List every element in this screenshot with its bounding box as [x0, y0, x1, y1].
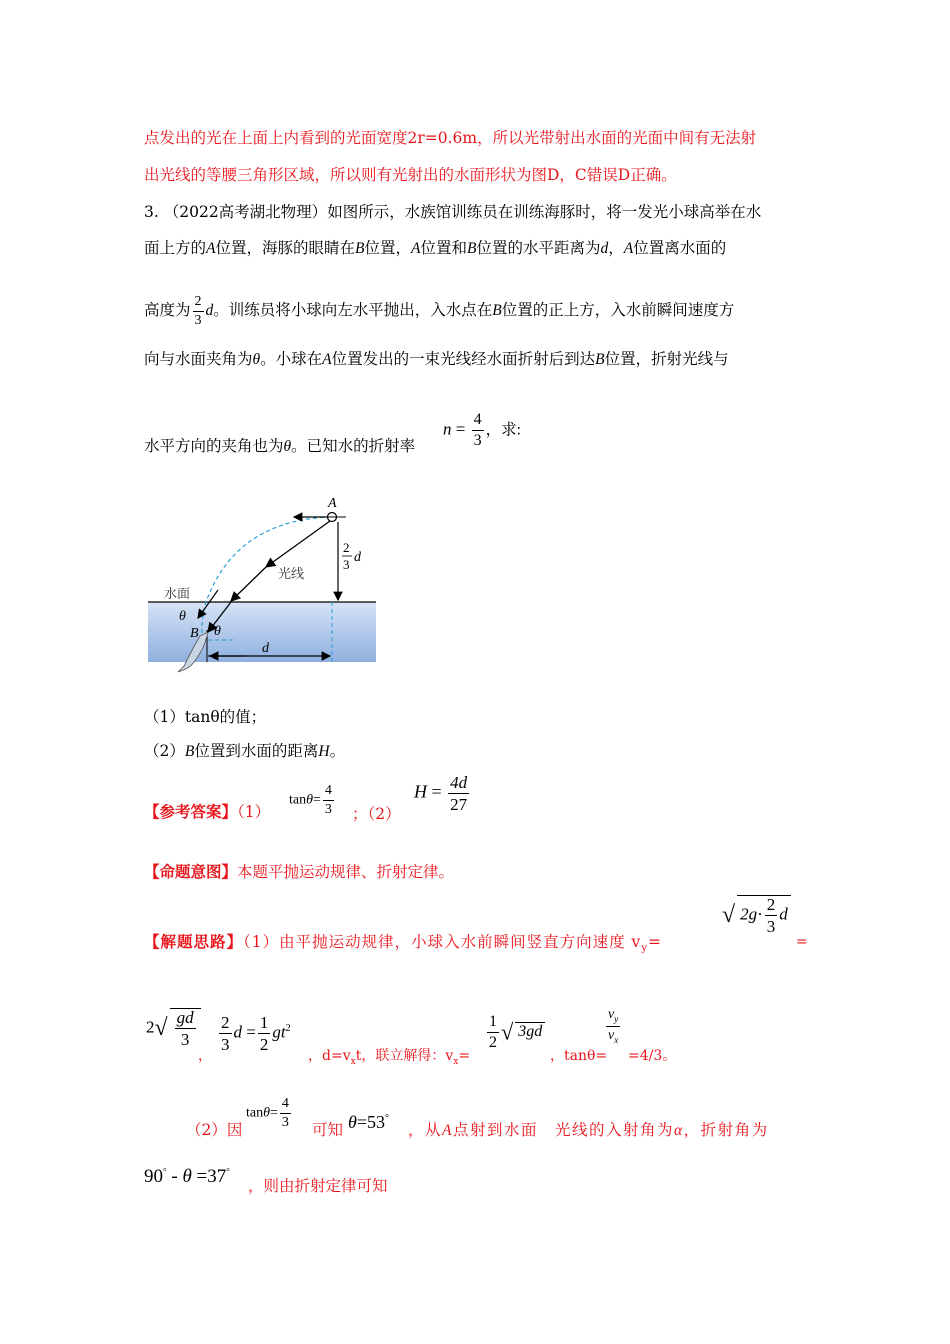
var-theta: θ [263, 1105, 270, 1121]
refractive-index-formula [443, 412, 521, 449]
var-B: B [355, 240, 365, 257]
denominator: 3 [281, 1115, 289, 1130]
theta-53 [348, 1112, 389, 1133]
var-n: n [443, 419, 452, 439]
fraction [323, 784, 334, 817]
degree: ° [385, 1113, 389, 1124]
text: d [779, 904, 788, 924]
numerator: 4 [472, 412, 484, 431]
var-B: B [184, 743, 195, 760]
text: 水平方向的夹角也为 [144, 437, 284, 455]
text: t，联立解得：v [355, 1048, 454, 1064]
part2-tan [246, 1097, 293, 1130]
fraction [280, 1097, 291, 1130]
fraction [219, 1014, 232, 1053]
label-two: 2 [343, 540, 350, 555]
subscript: x [350, 1056, 356, 1067]
radical-icon: √ [501, 1019, 514, 1045]
text: ，求: [485, 421, 521, 439]
radicand [737, 895, 791, 935]
comma: ， [198, 1048, 212, 1064]
subscript: x [614, 1034, 619, 1045]
text: 位置，海豚的眼睛在 [215, 239, 355, 257]
light-ray-incident-2 [231, 567, 266, 601]
label-light: 光线 [278, 567, 305, 582]
sub-question-2 [144, 741, 345, 762]
equals: = [270, 1105, 278, 1121]
text: 位置离水面的 [633, 239, 727, 257]
var-B: B [492, 302, 502, 319]
var-B: B [595, 351, 605, 368]
var-B: B [466, 240, 477, 257]
denominator: 3 [324, 802, 332, 817]
solution-line-1 [144, 932, 662, 959]
text: tan [289, 792, 307, 808]
text: （2） [144, 742, 185, 760]
var-theta: θ [283, 438, 292, 455]
tan-fraction [604, 1008, 622, 1045]
text: 向与水面夹角为 [144, 350, 253, 368]
denominator: 3 [766, 917, 776, 936]
radicand [170, 1008, 201, 1048]
answer-H [414, 774, 471, 813]
equals: = [246, 1022, 256, 1042]
subscript: x [453, 1056, 459, 1067]
label-water: 水面 [164, 587, 191, 602]
var-A: A [410, 240, 421, 257]
equals: = [455, 419, 466, 439]
text: 。 [329, 742, 346, 760]
text: d [233, 1022, 242, 1042]
text: （1）由平抛运动规律，小球入水前瞬间竖直方向速度 v [243, 933, 642, 951]
label-A: A [328, 496, 337, 511]
text: 2g [740, 904, 758, 924]
numerator: gd [176, 1008, 194, 1027]
label-d-height: d [354, 550, 361, 565]
intent-label: 【命题意图】 [144, 862, 238, 881]
var-A: A [206, 240, 216, 257]
question-line-2 [144, 238, 726, 259]
part2-text [408, 1118, 769, 1140]
question-line-5 [144, 436, 415, 457]
text: - [171, 1166, 178, 1187]
text: 53 [367, 1112, 385, 1132]
var-A: A [322, 351, 332, 368]
text: 面上方的 [144, 239, 207, 257]
numerator: 4 [323, 784, 334, 801]
equals: = [431, 781, 442, 802]
numerator: 2 [193, 295, 204, 312]
text: 点射到水面 光线的入射角为 [452, 1121, 674, 1139]
prev-answer-line-2: 出光线的等腰三角形区域，所以则有光射出的水面形状为图D，C错误D正确。 [144, 166, 677, 184]
fraction [175, 1009, 196, 1048]
var-theta: θ [182, 1166, 192, 1187]
text: 。已知水的折射率 [291, 437, 416, 455]
answer-part2 [352, 802, 401, 824]
numerator [606, 1008, 620, 1027]
radical-icon: √ [154, 1015, 168, 1041]
label-theta-2: θ [214, 624, 221, 639]
question-line-1 [144, 202, 761, 222]
text: 位置和 [420, 239, 467, 257]
text: 。训练员将小球向左水平抛出，入水点在 [213, 301, 493, 319]
denominator: 2 [259, 1035, 269, 1054]
question-source: （2022高考湖北物理） [163, 203, 328, 221]
sub-question-1: （1）tanθ的值； [144, 708, 267, 726]
question-line-4 [144, 349, 729, 370]
superscript: 2 [285, 1022, 291, 1034]
tan-text: ，tanθ= [550, 1048, 608, 1064]
tan-result: =4/3。 [628, 1048, 677, 1064]
label-B: B [190, 626, 199, 641]
text: 。小球在 [260, 350, 323, 368]
text: ，从 [408, 1121, 443, 1139]
var-theta: θ [306, 792, 313, 808]
text: ； [352, 805, 368, 823]
text: （1） [237, 803, 271, 821]
text: 2 [146, 1017, 155, 1037]
fraction-four-thirds [472, 412, 484, 449]
text: tan [246, 1105, 264, 1121]
solution-label: 【解题思路】 [144, 932, 244, 951]
text: gt [272, 1022, 286, 1042]
var-d: d [600, 240, 609, 257]
part2-know: 可知 [312, 1121, 344, 1139]
equals: = [458, 1048, 471, 1064]
denominator: 3 [473, 432, 482, 449]
angle-37 [144, 1166, 230, 1188]
part2-end: ，则由折射定律可知 [248, 1177, 388, 1195]
vy-formula [722, 895, 791, 935]
equals: = [196, 1166, 208, 1187]
denominator: 3 [221, 1035, 230, 1054]
question-text-1: 如图所示，水族馆训练员在训练海豚时，将一发光小球高举在水 [327, 203, 762, 221]
subscript: y [641, 943, 648, 955]
text: 位置的水平距离为 [476, 239, 601, 257]
text: 位置到水面的距离 [194, 742, 319, 760]
degree: ° [163, 1166, 167, 1177]
text: 本题平抛运动规律、折射定律。 [237, 863, 455, 881]
var-theta: θ [252, 351, 261, 368]
equals: = [313, 792, 321, 808]
vy-result [146, 1008, 201, 1048]
text: 高度为 [144, 301, 191, 319]
text: 位置，折射光线与 [604, 350, 729, 368]
fraction [765, 896, 778, 935]
prev-answer-line-1: 点发出的光在上面上内看到的光面宽度2r=0.6m，所以光带射出水面的光面中间有无法射 [144, 129, 757, 147]
denominator [606, 1027, 620, 1045]
intent-line [144, 862, 454, 882]
numerator: 2 [221, 1013, 230, 1032]
fraction [258, 1014, 271, 1053]
var-A: A [442, 1122, 453, 1139]
fraction-two-thirds [193, 295, 204, 328]
fraction [606, 1008, 620, 1045]
radical-icon: √ [722, 902, 736, 928]
equals: = [356, 1112, 367, 1132]
var-H: H [414, 781, 427, 802]
dolphin-diagram [146, 490, 378, 680]
text: v [608, 1007, 615, 1022]
text: 位置发出的一束光线经水面折射后到达 [331, 350, 596, 368]
numerator: 4d [450, 773, 468, 792]
numerator: 4 [280, 1097, 291, 1114]
denominator: 27 [450, 795, 468, 814]
numerator: 1 [487, 1014, 499, 1033]
label-d-bottom: d [262, 641, 269, 656]
vy-equals: = [796, 934, 808, 950]
vx-result [485, 1014, 545, 1051]
var-d: d [205, 302, 214, 319]
numerator: 2 [766, 895, 776, 914]
text: ，d=v [308, 1048, 351, 1064]
text: · [757, 904, 763, 924]
text: v [608, 1027, 615, 1043]
var-A: A [623, 240, 634, 257]
text: 位置的正上方，入水前瞬间速度方 [501, 301, 735, 319]
var-alpha: α [674, 1122, 684, 1139]
fall-equation [217, 1014, 291, 1053]
text: 位置， [364, 239, 411, 257]
radicand: 3gd [515, 1022, 545, 1041]
subscript: y [614, 1013, 619, 1024]
text: 90 [144, 1166, 163, 1187]
var-H: H [318, 743, 330, 760]
text: ， [608, 239, 624, 257]
solution-line-2-text [308, 1045, 470, 1067]
degree: ° [226, 1166, 230, 1177]
numerator: 1 [259, 1013, 269, 1032]
label-three: 3 [343, 557, 350, 572]
denominator: 2 [489, 1034, 497, 1051]
denominator: 3 [194, 312, 202, 328]
text: （2） [367, 805, 401, 823]
answer-line [144, 802, 270, 822]
answer-tan [289, 784, 336, 817]
text: 37 [207, 1166, 227, 1187]
fraction [487, 1014, 499, 1051]
equals: = [647, 933, 662, 951]
answer-label: 【参考答案】 [144, 802, 238, 821]
part2-intro: （2）因 [186, 1121, 243, 1139]
var-theta: θ [348, 1112, 357, 1132]
question-line-3 [144, 292, 734, 329]
fraction [448, 774, 469, 813]
question-number: 3. [144, 203, 159, 221]
label-theta-1: θ [179, 609, 186, 624]
denominator: 3 [180, 1030, 190, 1049]
text: ，折射角为 [683, 1121, 769, 1139]
